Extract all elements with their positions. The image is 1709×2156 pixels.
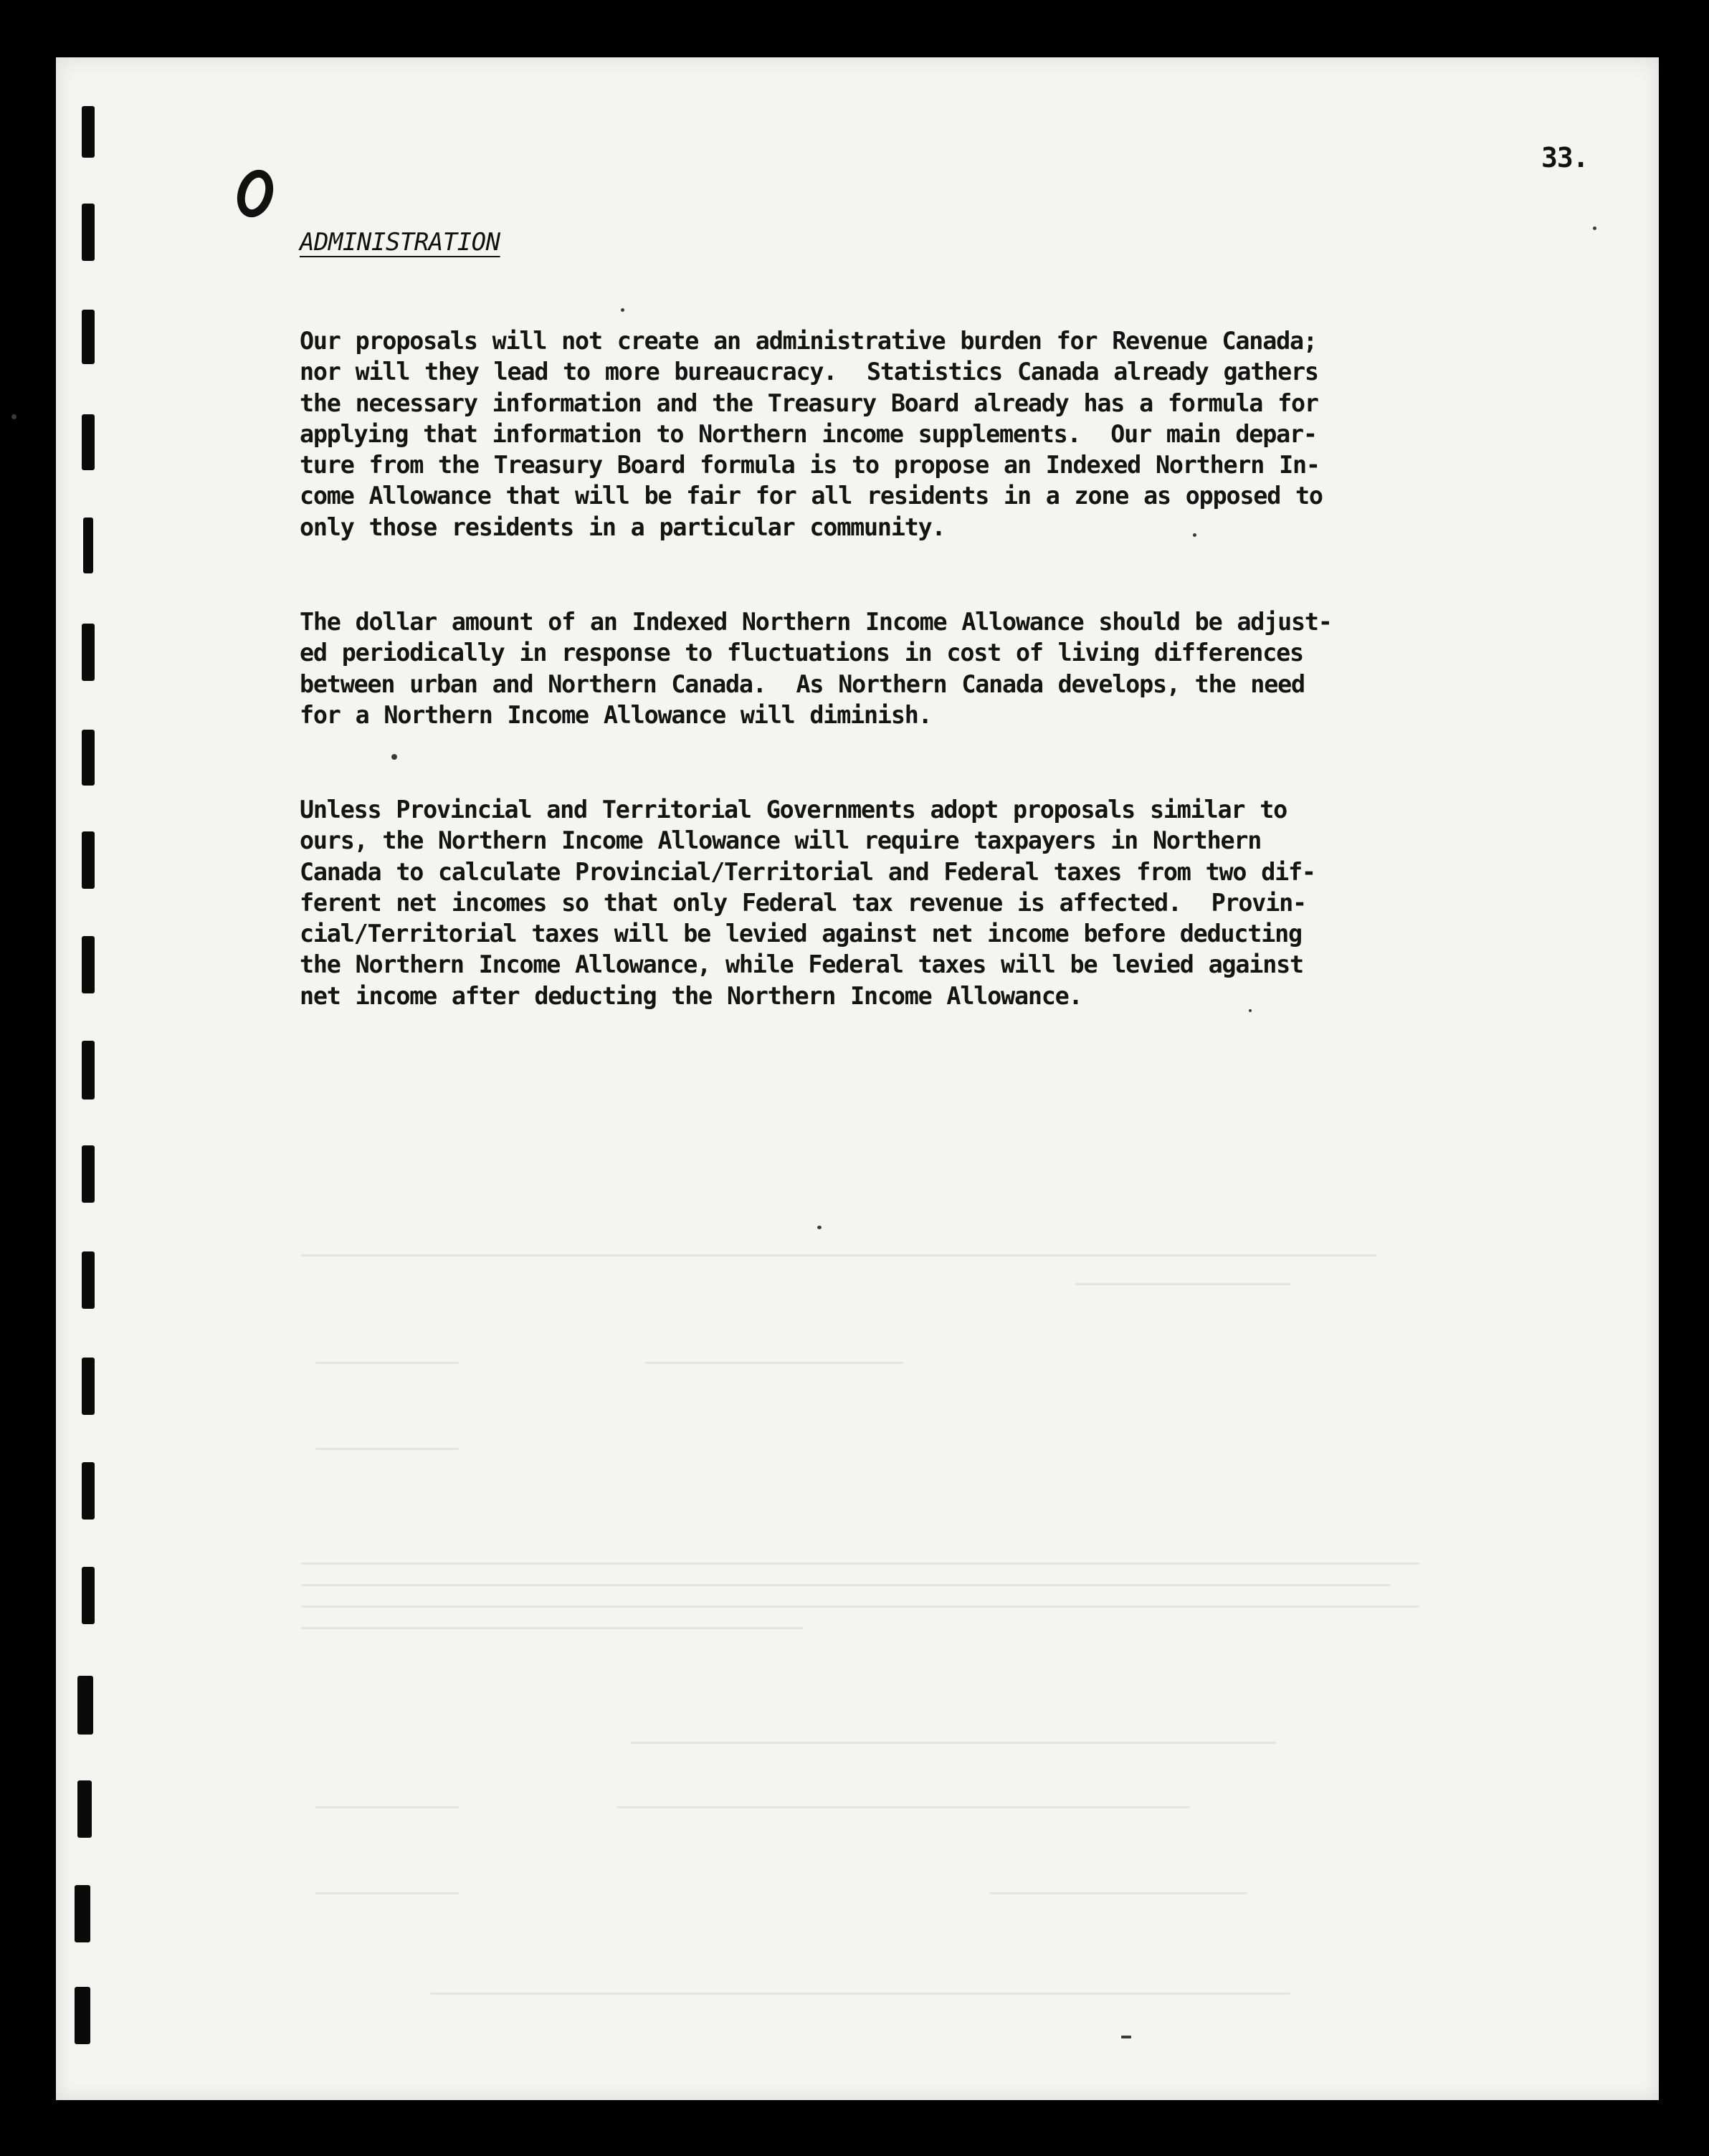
paragraph-line: ferent net incomes so that only Federal tax revenue is affected. Provin- (300, 888, 1306, 917)
paragraph-line: nor will they lead to more bureaucracy. Statistics Canada already gathers (300, 358, 1318, 386)
paragraph-line: ture from the Treasury Board formula is to propose an Indexed Northern In- (300, 451, 1320, 480)
paragraph-3 (300, 794, 1490, 1011)
paragraph-line: Unless Provincial and Territorial Governments adopt proposals similar to (300, 796, 1287, 824)
binding-hole (82, 624, 95, 681)
binding-hole (82, 106, 95, 158)
paragraph-line: only those residents in a particular community. (300, 512, 946, 541)
binding-hole (82, 831, 95, 889)
paragraph-line: applying that information to Northern income supplements. Our main depar- (300, 419, 1317, 448)
paragraph-line: the Northern Income Allowance, while Federal taxes will be levied against (300, 950, 1303, 979)
paragraph-line: for a Northern Income Allowance will diminish. (300, 700, 932, 729)
binding-hole (82, 1567, 95, 1624)
paragraph-line: ours, the Northern Income Allowance will require taxpayers in Northern (300, 826, 1262, 855)
binding-hole (77, 1676, 93, 1735)
binding-hole (82, 310, 95, 364)
paragraph-line: net income after deducting the Northern Income Allowance. (300, 981, 1082, 1010)
binding-hole (83, 517, 93, 573)
paragraph-line: come Allowance that will be fair for all residents in a zone as opposed to (300, 482, 1323, 510)
paragraph-1 (300, 325, 1490, 543)
paragraph-2 (300, 606, 1490, 730)
page-number: 33. (1541, 142, 1589, 173)
paragraph-line: the necessary information and the Treasury Board already has a formula for (300, 388, 1318, 417)
binding-hole (82, 414, 95, 470)
binding-hole (82, 1462, 95, 1520)
binding-hole (75, 1987, 90, 2044)
binding-hole (82, 1041, 95, 1100)
binding-hole (82, 204, 95, 261)
binding-hole (82, 1145, 95, 1203)
paragraph-line: between urban and Northern Canada. As Northern Canada develops, the need (300, 669, 1305, 698)
paragraph-line: ed periodically in response to fluctuations in cost of living differences (300, 639, 1303, 667)
binding-hole (82, 1251, 95, 1309)
section-heading: ADMINISTRATION (300, 228, 500, 257)
paragraph-line: The dollar amount of an Indexed Northern Income Allowance should be adjust- (300, 608, 1332, 636)
paragraph-line: cial/Territorial taxes will be levied against net income before deducting (300, 920, 1302, 948)
paragraph-line: Canada to calculate Provincial/Territorial and Federal taxes from two dif- (300, 857, 1315, 886)
paragraph-line: Our proposals will not create an administrative burden for Revenue Canada; (300, 327, 1317, 355)
binding-hole (77, 1780, 92, 1838)
binding-hole (82, 1358, 95, 1415)
binding-hole (75, 1885, 90, 1942)
binding-hole (82, 936, 95, 993)
binding-hole (82, 730, 95, 786)
